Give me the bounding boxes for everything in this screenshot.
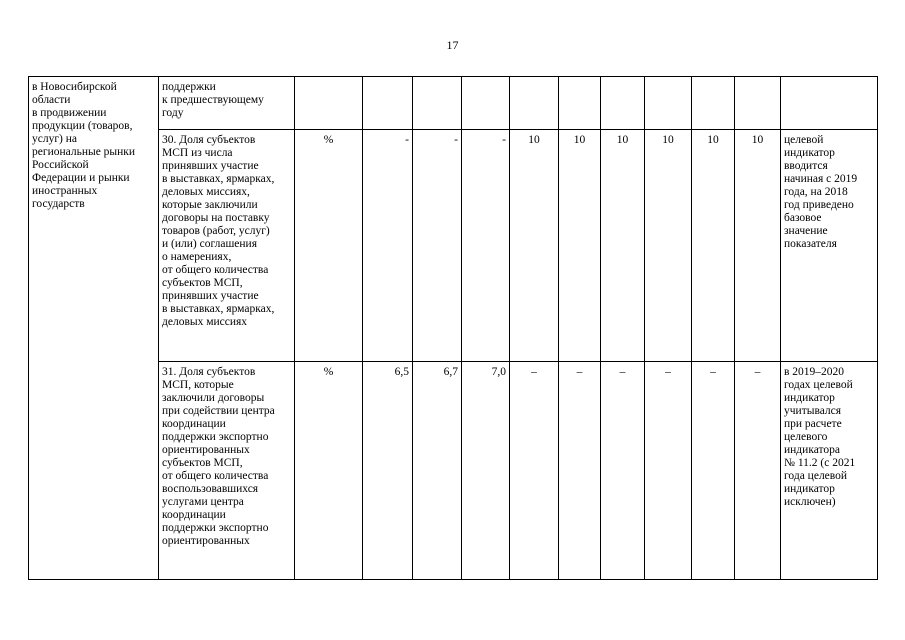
unit-cell xyxy=(295,77,363,130)
value-cell: – xyxy=(510,362,559,580)
value-cell: - xyxy=(413,130,462,362)
note-cell xyxy=(781,77,878,130)
value-cell xyxy=(559,77,601,130)
note-cell: целевой индикатор вводится начиная с 2019 года, на 2018 год приведено базовое значение показателя xyxy=(781,130,878,362)
indicator-name-cell: поддержки к предшествующему году xyxy=(159,77,295,130)
unit-cell: % xyxy=(295,130,363,362)
page-number: 17 xyxy=(446,38,459,52)
value-cell: - xyxy=(363,130,413,362)
value-cell: 10 xyxy=(692,130,735,362)
value-cell: – xyxy=(692,362,735,580)
value-cell: – xyxy=(601,362,645,580)
value-cell: – xyxy=(645,362,692,580)
note-cell: в 2019–2020 годах целевой индикатор учитывался при расчете целевого индикатора № 11.2 (с 2021 года целевой индикатор исключен) xyxy=(781,362,878,580)
value-cell xyxy=(692,77,735,130)
value-cell xyxy=(601,77,645,130)
value-cell: – xyxy=(735,362,781,580)
value-cell xyxy=(413,77,462,130)
value-cell xyxy=(510,77,559,130)
value-cell: 10 xyxy=(645,130,692,362)
value-cell: 7,0 xyxy=(462,362,510,580)
value-cell: 6,7 xyxy=(413,362,462,580)
unit-cell: % xyxy=(295,362,363,580)
value-cell: 10 xyxy=(559,130,601,362)
value-cell xyxy=(735,77,781,130)
table-row xyxy=(29,77,878,130)
value-cell: – xyxy=(559,362,601,580)
task-description-cell: в Новосибирской области в продвижении продукции (товаров, услуг) на региональные рынки Российской Федерации и рынки иностранных государств xyxy=(29,77,159,580)
value-cell: 10 xyxy=(601,130,645,362)
value-cell: 6,5 xyxy=(363,362,413,580)
value-cell: - xyxy=(462,130,510,362)
value-cell: 10 xyxy=(510,130,559,362)
indicator-name-cell: 31. Доля субъектов МСП, которые заключили договоры при содействии центра координации поддержки экспортно ориентированных субъектов МСП, от общего количества воспользовавшихся услугами центра координации поддержки экспортно ориентированных xyxy=(159,362,295,580)
value-cell: 10 xyxy=(735,130,781,362)
value-cell xyxy=(363,77,413,130)
value-cell xyxy=(645,77,692,130)
value-cell xyxy=(462,77,510,130)
indicator-table xyxy=(28,76,878,580)
indicator-name-cell: 30. Доля субъектов МСП из числа принявших участие в выставках, ярмарках, деловых миссиях, которые заключили договоры на поставку товаров (работ, услуг) и (или) соглашения о намерениях, от общего количества субъектов МСП, принявших участие в выставках, ярмарках, деловых миссиях xyxy=(159,130,295,362)
